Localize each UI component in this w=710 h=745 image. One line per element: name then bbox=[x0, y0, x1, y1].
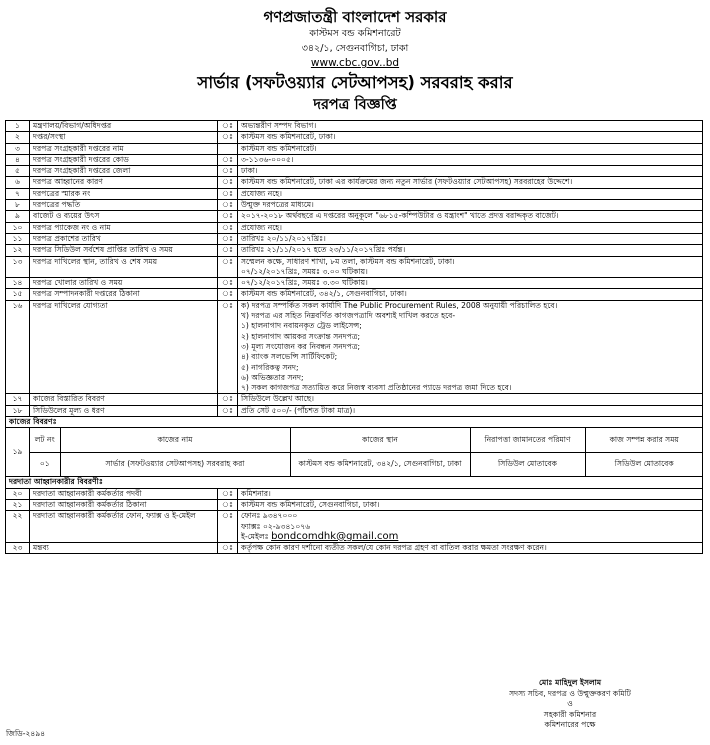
row-value: উন্মুক্ত দরপত্রের মাধ্যমে। bbox=[238, 200, 703, 211]
row-number: ১২ bbox=[6, 245, 30, 256]
signatory-and: ও bbox=[567, 699, 573, 708]
row-colon: ঃ bbox=[218, 245, 238, 256]
signatory-title: সদস্য সচিব, দরপত্র ও উন্মুক্তকরণ কমিটি bbox=[509, 688, 631, 698]
column-header: কাজের স্থান bbox=[290, 428, 470, 452]
row-colon: ঃ bbox=[218, 394, 238, 405]
tender-details-table bbox=[5, 120, 703, 554]
row-value: কর্তৃপক্ষ কোন কারণ দর্শানো ব্যতীত সকল/যে কোন দরপত্র গ্রহণ বা বাতিল করার ক্ষমতা সংরক্ষণ করেন। bbox=[238, 543, 703, 554]
notice-subtitle: দরপত্র বিজ্ঞপ্তি bbox=[313, 97, 397, 113]
row-label: দরপত্র সম্পাদনকারী দপ্তরের ঠিকানা bbox=[30, 289, 218, 300]
row-value: তারিখঃ ২১/১১/২০১৭ হতে ২৩/১১/২০১৭খ্রিঃ পর্যন্ত। bbox=[238, 245, 703, 256]
government-name: গণপ্রজাতন্ত্রী বাংলাদেশ সরকার bbox=[263, 8, 447, 26]
fax-text: ফ্যাক্সঃ ০২-৯৩৪১০৭৬ bbox=[241, 521, 311, 531]
row-value: অভ্যন্তরীণ সম্পদ বিভাগ। bbox=[238, 121, 703, 132]
row-label: দরদাতা আহ্বানকারী কর্মকর্তার ফোন, ফ্যাক্স ও ই-মেইল bbox=[30, 511, 218, 543]
signatory-name: মোঃ মাহিদুল ইসলাম bbox=[538, 678, 602, 687]
row-colon: ঃ bbox=[218, 166, 238, 177]
row-value: সিডিউলে উল্লেখ আছে। bbox=[238, 394, 703, 405]
row-label: দরপত্র প্যাকেজ নং ও নাম bbox=[30, 222, 218, 233]
row-number: ১০ bbox=[6, 222, 30, 233]
row-number: ২০ bbox=[6, 488, 30, 499]
row-number: ১৮ bbox=[6, 405, 30, 416]
signatory-behalf: কমিশনারের পক্ষে bbox=[544, 720, 596, 729]
row-colon: ঃ bbox=[218, 132, 238, 143]
row-label: দপ্তর/সংস্থা bbox=[30, 132, 218, 143]
row-label: দরপত্রের স্মারক নং bbox=[30, 188, 218, 199]
table-row bbox=[6, 211, 703, 222]
row-colon: ঃ bbox=[218, 511, 238, 543]
notice-header bbox=[0, 0, 710, 116]
row-colon: ঃ bbox=[218, 200, 238, 211]
table-row bbox=[6, 200, 703, 211]
row-label: দরপত্র প্রকাশের তারিখ bbox=[30, 233, 218, 244]
table-row bbox=[6, 499, 703, 510]
table-row bbox=[6, 233, 703, 244]
table-row-contact bbox=[6, 511, 703, 543]
row-label: দরপত্র সংগ্রহকারী দপ্তরের কোড bbox=[30, 154, 218, 165]
list-item: ৫) নাগরিকত্ব সনদ; bbox=[241, 362, 299, 372]
table-row bbox=[6, 166, 703, 177]
table-row bbox=[6, 177, 703, 188]
table-row bbox=[6, 188, 703, 199]
email-label: ই-মেইলঃ bbox=[241, 531, 269, 541]
row-colon: ঃ bbox=[218, 188, 238, 199]
signature-block bbox=[455, 678, 685, 731]
signatory-role: সহকারী কমিশনার bbox=[543, 709, 597, 719]
row-number: ১৩ bbox=[6, 256, 30, 278]
list-item: ৩) মূল্য সংযোজন কর নিবন্ধন সনদপত্র; bbox=[241, 341, 361, 351]
row-number: ১১ bbox=[6, 233, 30, 244]
table-row bbox=[6, 488, 703, 499]
row-colon: ঃ bbox=[218, 222, 238, 233]
list-item: ৪) ব্যাংক সলভেন্সি সার্টিফিকেট; bbox=[241, 352, 338, 362]
row-value: ২০১৭-২০১৮ অর্থবছরে এ দপ্তরের অনুকূলে "৬৮১৫-কম্পিউটার ও যন্ত্রাংশ" খাতে প্রদত্ত বরাদ্দকৃত বাজেট। bbox=[238, 211, 703, 222]
column-header: নিরাপত্তা জামানতের পরিমাণ bbox=[470, 428, 585, 452]
row-colon: ঃ bbox=[218, 177, 238, 188]
list-item: ৬) অভিজ্ঞতার সনদ; bbox=[241, 372, 304, 382]
column-header: কাজের নাম bbox=[60, 428, 290, 452]
row-value: কাস্টমস বন্ড কমিশনারেট, সেগুনবাগিচা, ঢাকা। bbox=[238, 499, 703, 510]
table-row bbox=[6, 143, 703, 154]
row-colon: ঃ bbox=[218, 211, 238, 222]
row-value: কাস্টমস বন্ড কমিশনারেট, ঢাকা। bbox=[238, 132, 703, 143]
row-colon: ঃ bbox=[218, 233, 238, 244]
phone-text: ফোনঃ ৯৩৪৭০০০ bbox=[241, 511, 298, 521]
row-value: প্রতি সেট ৫০০/- (পাঁচশত টাকা মাত্র)। bbox=[238, 405, 703, 416]
row-colon: ঃ bbox=[218, 300, 238, 394]
row-number: ২১ bbox=[6, 499, 30, 510]
row-number: ১৪ bbox=[6, 278, 30, 289]
row-colon: ঃ bbox=[218, 543, 238, 554]
row-value: ৩-১১৩৬-০০০৫। bbox=[238, 154, 703, 165]
row-label: বাজেট ও ব্যয়ের উৎস bbox=[30, 211, 218, 222]
row-label: দরপত্রের পদ্ধতি bbox=[30, 200, 218, 211]
table-row-eligibility bbox=[6, 300, 703, 394]
row-colon: ঃ bbox=[218, 154, 238, 165]
work-section-heading: কাজের বিবরণঃ bbox=[6, 417, 703, 428]
website-link[interactable]: www.cbc.gov..bd bbox=[310, 57, 400, 69]
submission-deadline: ০৭/১২/২০১৭খ্রিঃ, সময়ঃ ৩.০০ ঘটিকায়। bbox=[241, 266, 368, 276]
table-cell: সিডিউল মোতাবেক bbox=[585, 452, 703, 476]
row-value: ঢাকা। bbox=[238, 166, 703, 177]
row-label: দরদাতা আহ্বানকারী কর্মকর্তার ঠিকানা bbox=[30, 499, 218, 510]
list-item: ক) দরপত্র সম্পর্কিত সকল কার্যাদি The Public Procurement Rules, 2008 অনুযায়ী পরিচালিত হবে। bbox=[241, 300, 558, 310]
row-colon: ঃ bbox=[218, 121, 238, 132]
column-header: কাজ সম্পন্ন করার সময় bbox=[585, 428, 703, 452]
row-number: ৪ bbox=[6, 154, 30, 165]
table-row bbox=[6, 394, 703, 405]
row-value: ০৭/১২/২০১৭খ্রিঃ, সময়ঃ ৩.৩০ ঘটিকায়। bbox=[238, 278, 703, 289]
table-row bbox=[6, 222, 703, 233]
table-row bbox=[6, 289, 703, 300]
row-label: দরপত্র সংগ্রহকারী দপ্তরের নাম bbox=[30, 143, 218, 154]
row-colon: ঃ bbox=[218, 499, 238, 510]
work-table-cell bbox=[30, 428, 703, 477]
row-colon: ঃ bbox=[218, 289, 238, 300]
table-cell: সিডিউল মোতাবেক bbox=[470, 452, 585, 476]
row-colon: ঃ bbox=[218, 405, 238, 416]
section-heading-row bbox=[6, 477, 703, 488]
work-row bbox=[6, 428, 703, 477]
gd-code: জিডি-২৪৯৪ bbox=[6, 729, 46, 738]
table-row bbox=[6, 154, 703, 165]
table-row bbox=[6, 245, 703, 256]
row-value: কাস্টমস বন্ড কমিশনারেট, ৩৪২/১, সেগুনবাগিচা, ঢাকা। bbox=[238, 289, 703, 300]
row-number: ৭ bbox=[6, 188, 30, 199]
row-number: ১৭ bbox=[6, 394, 30, 405]
work-header-row bbox=[30, 428, 703, 452]
row-label: মন্তব্য bbox=[30, 543, 218, 554]
table-row bbox=[6, 543, 703, 554]
office-name: কাস্টমস বন্ড কমিশনারেট bbox=[309, 28, 401, 39]
row-value: কাস্টমস বন্ড কমিশনারেট, ঢাকা এর কার্যক্রমের জন্য নতুন সার্ভার (সফটওয়্যার সেটআপসহ) সরবরাহের উদ্দেশে। bbox=[238, 177, 703, 188]
row-number: ৬ bbox=[6, 177, 30, 188]
office-address: ৩৪২/১, সেগুনবাগিচা, ঢাকা bbox=[301, 43, 409, 54]
row-label: সিডিউলের মূল্য ও ধরণ bbox=[30, 405, 218, 416]
table-cell: ০১ bbox=[30, 452, 60, 476]
row-value bbox=[238, 256, 703, 278]
row-number: ১৬ bbox=[6, 300, 30, 394]
table-row bbox=[6, 278, 703, 289]
row-colon: ঃ bbox=[218, 278, 238, 289]
row-label: দরপত্র সংগ্রহকারী দপ্তরের জেলা bbox=[30, 166, 218, 177]
row-value: কমিশনার। bbox=[238, 488, 703, 499]
row-number: ২৩ bbox=[6, 543, 30, 554]
row-label: দরপত্র আহ্বানের কারণ bbox=[30, 177, 218, 188]
table-cell: কাস্টমস বন্ড কমিশনারেট, ৩৪২/১, সেগুনবাগিচা, ঢাকা bbox=[290, 452, 470, 476]
row-label: কাজের বিস্তারিত বিবরণ bbox=[30, 394, 218, 405]
row-number: ২২ bbox=[6, 511, 30, 543]
row-number: ১৫ bbox=[6, 289, 30, 300]
submission-place: সম্মেলন কক্ষে, সাধারণ শাখা, ৮ম তলা, কাস্টমস বন্ড কমিশনারেট, ঢাকা। bbox=[241, 256, 455, 266]
email-line bbox=[241, 532, 699, 542]
row-label: দরপত্র সিডিউল সর্বশেষ প্রাপ্তির তারিখ ও সময় bbox=[30, 245, 218, 256]
contact-details bbox=[238, 511, 703, 543]
row-label: দরপত্র দাখিলের স্থান, তারিখ ও শেষ সময় bbox=[30, 256, 218, 278]
row-value: কাস্টমস বন্ড কমিশনারেট। bbox=[238, 143, 703, 154]
row-label: দরদাতা আহ্বানকারী কর্মকর্তার পদবী bbox=[30, 488, 218, 499]
table-cell: সার্ভার (সফটওয়্যার সেটআপসহ) সরবরাহ করা bbox=[60, 452, 290, 476]
row-label: মন্ত্রণালয়/বিভাগ/অধিদপ্তর bbox=[30, 121, 218, 132]
row-label: দরপত্র দাখিলের যোগ্যতা bbox=[30, 300, 218, 394]
row-number: ২ bbox=[6, 132, 30, 143]
notice-title: সার্ভার (সফটওয়্যার সেটআপসহ) সরবরাহ করার bbox=[197, 73, 513, 92]
row-number: ৮ bbox=[6, 200, 30, 211]
row-colon bbox=[218, 143, 238, 154]
row-label: দরপত্র খোলার তারিখ ও সময় bbox=[30, 278, 218, 289]
row-colon: ঃ bbox=[218, 256, 238, 278]
table-row bbox=[6, 405, 703, 416]
row-number: ১৯ bbox=[6, 428, 30, 477]
row-number: ৩ bbox=[6, 143, 30, 154]
list-item: ৭) সকল কাগজপত্র সত্যায়িত করে নিজস্ব ব্যবসা প্রতিষ্ঠানের প্যাডে দরপত্র জমা দিতে হবে। bbox=[241, 383, 512, 393]
email-link[interactable]: bondcomdhk@gmail.com bbox=[271, 530, 399, 542]
row-value: তারিখঃ ২০/১১/২০১৭খ্রিঃ। bbox=[238, 233, 703, 244]
column-header: লট নং bbox=[30, 428, 60, 452]
list-item: ২) হালনাগাদ আয়কর সংক্রান্ত সনদপত্র; bbox=[241, 331, 361, 341]
row-value: প্রযোজ্য নহে। bbox=[238, 188, 703, 199]
row-value: প্রযোজ্য নহে। bbox=[238, 222, 703, 233]
table-row bbox=[6, 256, 703, 278]
table-row bbox=[6, 132, 703, 143]
list-item: খ) দরপত্র এর সহিত নিম্নবর্ণিত কাগজপত্রাদি অবশ্যই দাখিল করতে হবে- bbox=[241, 311, 456, 321]
row-number: ৫ bbox=[6, 166, 30, 177]
section-heading-row bbox=[6, 417, 703, 428]
eligibility-list bbox=[238, 300, 703, 394]
row-colon: ঃ bbox=[218, 488, 238, 499]
table-row bbox=[6, 121, 703, 132]
officer-section-heading: দরদাতা আহ্বানকারীর বিবরণীঃ bbox=[6, 477, 703, 488]
row-number: ১ bbox=[6, 121, 30, 132]
work-data-row bbox=[30, 452, 703, 476]
list-item: ১) হালনাগাদ নবায়নকৃত ট্রেড লাইসেন্স; bbox=[241, 321, 362, 331]
work-table bbox=[30, 428, 703, 476]
row-number: ৯ bbox=[6, 211, 30, 222]
